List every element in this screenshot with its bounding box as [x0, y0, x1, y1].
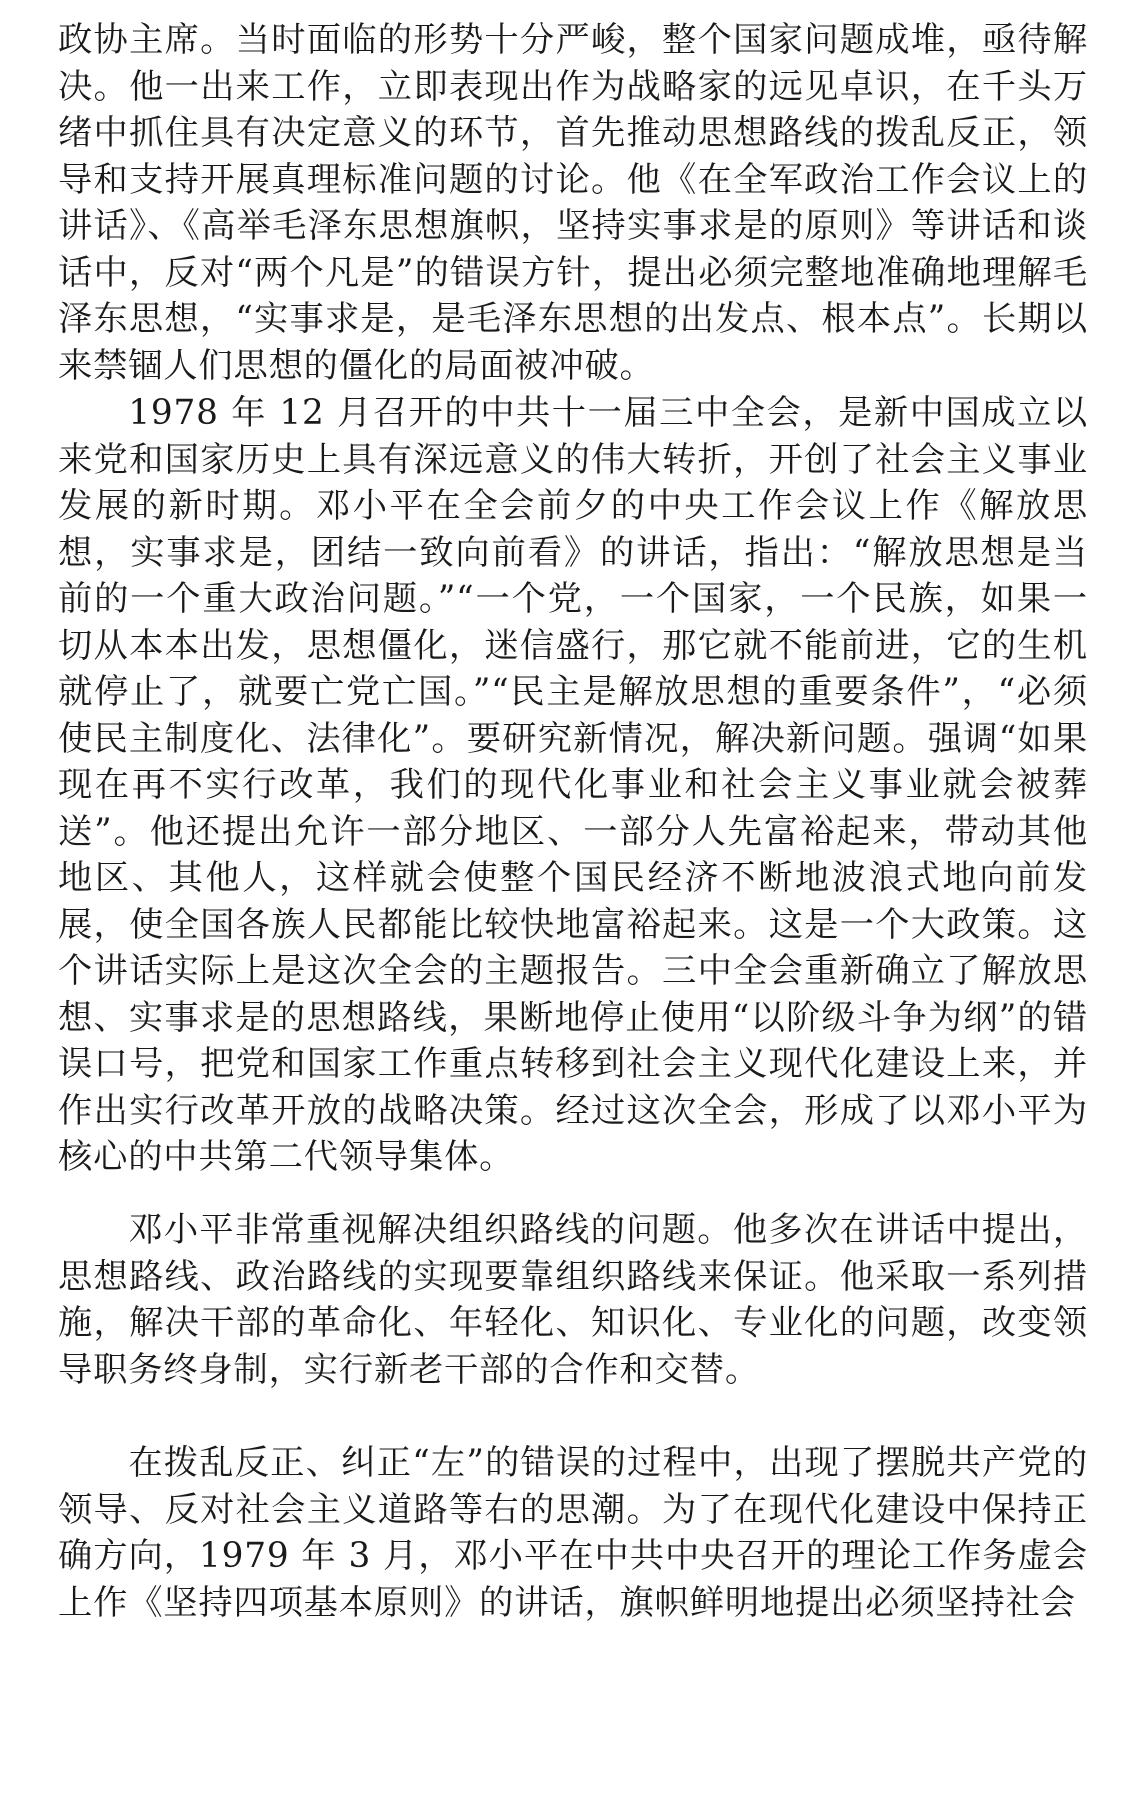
paragraph-3: 邓小平非常重视解决组织路线的问题。他多次在讲话中提出，思想路线、政治路线的实现要靠组织路线来保证。他采取一系列措施，解决干部的革命化、年轻化、知识化、专业化的问题，改变领导职务终身制，实行新老干部的合作和交替。 [58, 1210, 1088, 1390]
paragraph-4: 在拨乱反正、纠正“左”的错误的过程中，出现了摆脱共产党的领导、反对社会主义道路等右的思潮。为了在现代化建设中保持正确方向，1979 年 3 月，邓小平在中共中央召开的理论工作务虚会上作《坚持四项基本原则》的讲话，旗帜鲜明地提出必须坚持社会 [58, 1443, 1088, 1623]
paragraph-1: 政协主席。当时面临的形势十分严峻，整个国家问题成堆，亟待解决。他一出来工作，立即表现出作为战略家的远见卓识，在千头万绪中抓住具有决定意义的环节，首先推动思想路线的拨乱反正，领导和支持开展真理标准问题的讨论。他《在全军政治工作会议上的讲话》、《高举毛泽东思想旗帜，坚持实事求是的原则》等讲话和谈话中，反对“两个凡是”的错误方针，提出必须完整地准确地理解毛泽东思想，“实事求是，是毛泽东思想的出发点、根本点”。长期以来禁锢人们思想的僵化的局面被冲破。 [58, 20, 1088, 386]
document-page [58, 0, 1088, 1802]
paragraph-2: 1978 年 12 月召开的中共十一届三中全会，是新中国成立以来党和国家历史上具有深远意义的伟大转折，开创了社会主义事业发展的新时期。邓小平在全会前夕的中央工作会议上作《解放思想，实事求是，团结一致向前看》的讲话，指出：“解放思想是当前的一个重大政治问题。”“一个党，一个国家，一个民族，如果一切从本本出发，思想僵化，迷信盛行，那它就不能前进，它的生机就停止了，就要亡党亡国。”“民主是解放思想的重要条件”，“必须使民主制度化、法律化”。要研究新情况，解决新问题。强调“如果现在再不实行改革，我们的现代化事业和社会主义事业就会被葬送”。他还提出允许一部分地区、一部分人先富裕起来，带动其他地区、其他人，这样就会使整个国民经济不断地波浪式地向前发展，使全国各族人民都能比较快地富裕起来。这是一个大政策。这个讲话实际上是这次全会的主题报告。三中全会重新确立了解放思想、实事求是的思想路线，果断地停止使用“以阶级斗争为纲”的错误口号，把党和国家工作重点转移到社会主义现代化建设上来，并作出实行改革开放的战略决策。经过这次全会，形成了以邓小平为核心的中共第二代领导集体。 [58, 393, 1088, 1177]
